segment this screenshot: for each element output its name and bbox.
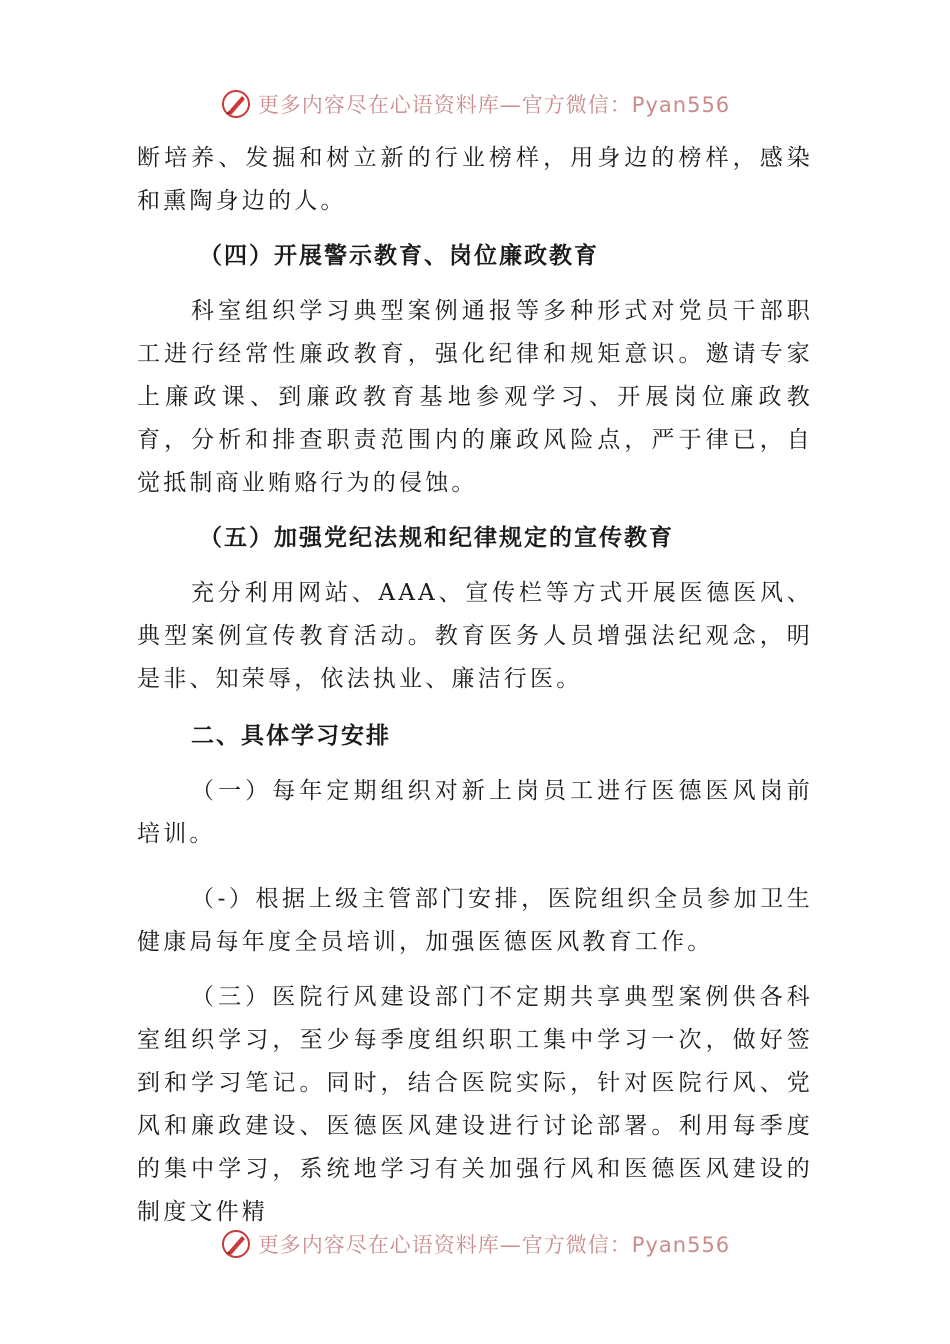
arrangement-item-2: （-）根据上级主管部门安排，医院组织全员参加卫生健康局每年度全员培训，加强医德医风教育工作。 (137, 886, 813, 955)
pen-logo-icon (220, 88, 252, 120)
section-heading-study-arrangement: 二、具体学习安排 (191, 723, 391, 749)
arrangement-item-3: （三）医院行风建设部门不定期共享典型案例供各科室组织学习，至少每季度组织职工集中学习一次，做好签到和学习笔记。同时，结合医院实际，针对医院行风、党风和廉政建设、医德医风建设进行讨论部署。利用每季度的集中学习，系统地学习有关加强行风和医德医风建设的制度文件精 (137, 984, 813, 1225)
paragraph-publicity-education: 充分利用网站、AAA、宣传栏等方式开展医德医风、典型案例宣传教育活动。教育医务人员增强法纪观念，明是非、知荣辱，依法执业、廉洁行医。 (137, 580, 813, 692)
arrangement-item-1: （一）每年定期组织对新上岗员工进行医德医风岗前培训。 (137, 778, 813, 847)
header-watermark-banner (0, 84, 950, 124)
document-body (137, 137, 813, 1234)
heading-warning-education: （四）开展警示教育、岗位廉政教育 (199, 243, 599, 269)
heading-publicity-education: （五）加强党纪法规和纪律规定的宣传教育 (199, 525, 674, 551)
pen-logo-icon (220, 1228, 252, 1260)
footer-watermark-banner (0, 1224, 950, 1264)
paragraph-warning-education: 科室组织学习典型案例通报等多种形式对党员干部职工进行经常性廉政教育，强化纪律和规矩意识。邀请专家上廉政课、到廉政教育基地参观学习、开展岗位廉政教育，分析和排查职责范围内的廉政风险点，严于律已，自觉抵制商业贿赂行为的侵蚀。 (137, 298, 813, 496)
watermark-text: 更多内容尽在心语资料库—官方微信：Pyan556 (257, 1233, 731, 1257)
watermark-text: 更多内容尽在心语资料库—官方微信：Pyan556 (257, 93, 731, 117)
paragraph-continued: 断培养、发掘和树立新的行业榜样，用身边的榜样，感染和熏陶身边的人。 (137, 145, 813, 214)
